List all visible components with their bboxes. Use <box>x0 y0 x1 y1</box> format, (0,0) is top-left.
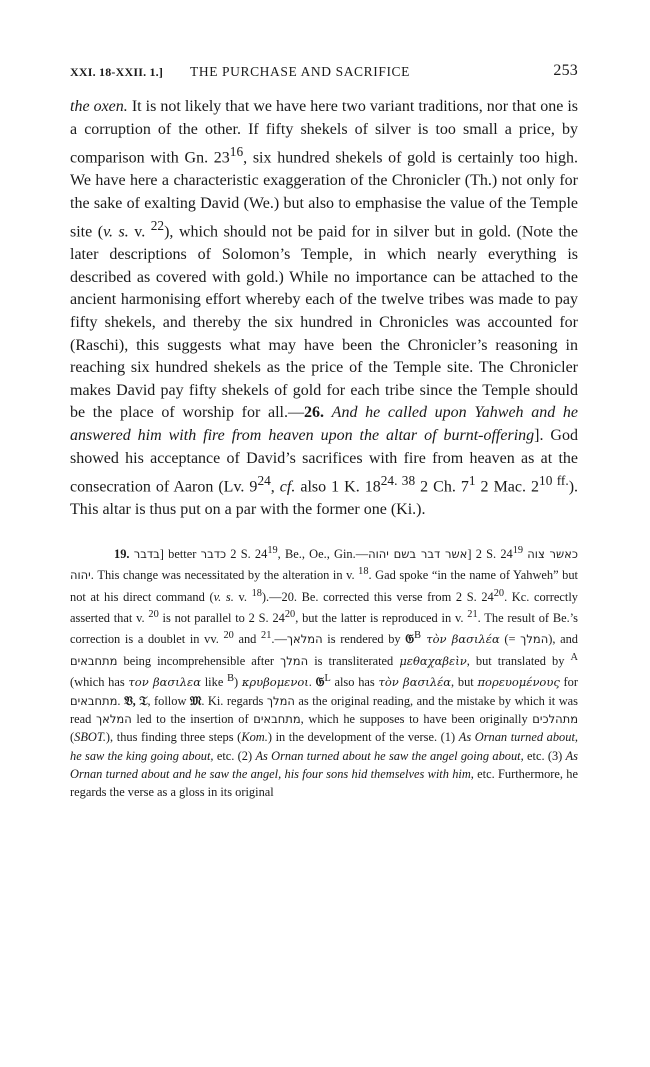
commentary-paragraph <box>70 96 578 522</box>
text-span: 2 Ch. 7 <box>415 478 469 496</box>
text-span: , but <box>451 675 478 690</box>
superscript: L <box>324 673 331 685</box>
text-span: . Gad spoke “in the name of Yahweh” but not at his direct command ( <box>70 568 578 604</box>
text-span: . Ki. regards <box>201 693 267 708</box>
hebrew-text: בדבר <box>133 546 160 561</box>
text-span: ] better <box>159 546 201 561</box>
greek-text: κρυβομενοι <box>241 675 309 690</box>
text-span: ( <box>70 730 75 745</box>
hebrew-text: אשר דבר בשם יהוה <box>368 546 468 561</box>
text-span: and <box>233 632 262 647</box>
text-span: ), and <box>548 632 579 647</box>
superscript: 20 <box>148 608 159 620</box>
text-span: ).—20. Be. corrected this verse from 2 S. 24 <box>261 589 494 604</box>
superscript: 21 <box>261 630 272 642</box>
hebrew-text: מתחבאים <box>70 653 118 668</box>
text-span: , but the latter is reproduced in v. <box>295 611 468 626</box>
verse-number: 26. <box>303 404 324 422</box>
text-span: , six hundred shekels of gold is certainly too high. We have here a characteristic exaggeration of the Chronicler (Th.) not only for the sake of exalting David (We.) but also to emphasise the value of the Temple site ( <box>70 149 578 241</box>
italic-quote: As Ornan turned about he saw the angel going about, <box>255 748 524 763</box>
superscript: 24. 38 <box>380 473 416 489</box>
hebrew-text: המלך <box>520 632 549 647</box>
italic-abbrev: v. s. <box>213 589 234 604</box>
text-span: It is not likely that we have here two variant traditions, nor that one is a corruption of the other. If fifty shekels of silver is too small a price, by comparison with Gn. 23 <box>70 98 579 167</box>
text-span: etc. (3) <box>523 748 566 763</box>
italic-abbrev: SBOT. <box>74 730 106 745</box>
hebrew-text: המלך <box>280 653 309 668</box>
superscript: B <box>414 630 421 642</box>
text-span: ), which should not be paid for in silver but in gold. (Note the later descriptions of Solomon’s Temple, in which nearly everything is described as covered with gold.) While no importance can be attached to the ancient harmonising effort whereby each of the twelve tribes was made to pay fifty shekels, and thereby the six hundred in Chronicles was accounted for (Raschi), this suggests what may have been the Chronicler’s reasoning in reaching six hundred shekels as the price of the Temple site. The Chronicler makes David pay fifty shekels of gold for each tribe since the Temple should be the place of worship for all.— <box>70 223 579 422</box>
text-span: , follow <box>147 693 190 708</box>
text-span: 2 Mac. 2 <box>475 478 540 496</box>
superscript: 24 <box>257 473 271 489</box>
text-span: (which has <box>70 675 129 690</box>
hebrew-text: המלאך <box>286 632 323 647</box>
text-span: is rendered by <box>322 632 406 647</box>
main-text <box>70 96 578 522</box>
italic-abbrev: cf. <box>279 478 296 496</box>
hebrew-text: המלך <box>266 693 295 708</box>
text-span: . Kc. correctly asserted that v. <box>70 589 578 626</box>
superscript: 1 <box>468 473 476 489</box>
chapter-reference: XXI. 18-XXII. 1.] <box>70 65 164 79</box>
verse-number: 19. <box>114 546 134 561</box>
text-span <box>324 404 332 421</box>
text-span: . <box>308 675 316 690</box>
text-span: being incomprehensible after <box>117 653 281 668</box>
superscript: 18 <box>251 587 262 599</box>
page-number: 253 <box>553 62 578 79</box>
text-span: also 1 K. 18 <box>295 478 381 496</box>
greek-text: μεθαχαβεὶν <box>399 653 467 668</box>
italic-abbrev: v. s. <box>103 223 129 241</box>
critical-notes <box>70 542 578 802</box>
text-span: like <box>201 675 228 690</box>
greek-text: τὸν βασιλέα <box>420 632 500 647</box>
text-span: (= <box>499 632 521 647</box>
superscript: 20 <box>284 608 296 620</box>
superscript: B <box>227 673 234 685</box>
text-span: v. <box>233 589 252 604</box>
note-paragraph <box>70 542 578 802</box>
superscript: 16 <box>229 144 244 160</box>
text-span: . The result of Be.’s correction is a doublet in vv. <box>70 611 578 647</box>
text-span: ), thus finding three steps ( <box>105 730 242 745</box>
greek-text: τὸν βασιλέα <box>378 675 452 690</box>
superscript: 20 <box>493 587 505 599</box>
text-span: is transliterated <box>308 653 400 668</box>
running-head <box>70 62 578 84</box>
hebrew-text: כאשר צוה יהוה <box>70 546 578 583</box>
superscript: 21 <box>467 608 478 620</box>
text-span: .— <box>271 632 287 647</box>
superscript: 19 <box>267 544 278 556</box>
text-span: as the original reading, and the mistake by which it was read <box>70 693 578 726</box>
text-span: 2 S. 24 <box>226 546 268 561</box>
page <box>70 62 578 801</box>
greek-text: τον βασιλεα <box>128 675 201 690</box>
superscript: 10 ff. <box>539 473 569 489</box>
italic-abbrev: Kom. <box>241 730 268 745</box>
superscript: 20 <box>223 630 234 642</box>
version-siglum: 𝔙, 𝔗 <box>124 693 148 708</box>
text-span: ). This altar is thus put on a par with the former one (Ki.). <box>70 478 579 519</box>
hebrew-text: המלאך <box>95 711 132 726</box>
text-span: ) in the development of the verse. (1) <box>267 730 459 745</box>
version-siglum: 𝔐 <box>189 693 202 708</box>
superscript: A <box>570 651 578 663</box>
text-span: ] 2 S. 24 <box>467 546 513 561</box>
text-span: etc. (2) <box>213 748 256 763</box>
italic-quote: As Ornan turned about and he saw the angel, his four sons hid themselves with him, <box>70 748 579 781</box>
superscript: 18 <box>358 566 369 578</box>
lemma: the oxen. <box>70 98 128 115</box>
text-span: also has <box>330 675 379 690</box>
text-span: , but translated by <box>466 653 571 668</box>
text-span: ]. God showed his acceptance of David’s sacrifices with fire from heaven as at the consecration of Aaron (Lv. 9 <box>70 426 578 496</box>
superscript: 19 <box>512 544 524 556</box>
hebrew-text: מתהלכים <box>532 711 578 726</box>
hebrew-text: מתחבאים <box>253 711 301 726</box>
text-span: v. <box>128 223 151 241</box>
text-span: etc. Furthermore, he regards the verse as a gloss in its original <box>70 766 579 800</box>
running-title: THE PURCHASE AND SACRIFICE <box>190 64 411 79</box>
text-span: , which he supposes to have been originally <box>300 711 533 726</box>
text-span: led to the insertion of <box>131 711 254 726</box>
superscript: 22 <box>150 218 165 234</box>
hebrew-text: מתחבאים <box>70 693 118 708</box>
text-span: , Be., Oe., Gin.— <box>277 546 369 561</box>
lemma: And he called upon Yahweh and he answered him with fire from heaven upon the altar of burnt-offering <box>70 404 578 444</box>
hebrew-text: כדבר <box>200 546 227 561</box>
text-span: . <box>117 693 125 708</box>
version-siglum: 𝔊 <box>315 675 325 690</box>
text-span: , <box>270 478 280 496</box>
text-span: is not parallel to 2 S. 24 <box>158 611 285 626</box>
italic-quote: As Ornan turned about, he saw the king going about, <box>70 730 578 763</box>
text-span: for <box>559 675 578 690</box>
text-span: ) <box>233 675 242 690</box>
version-siglum: 𝔊 <box>405 632 415 647</box>
text-span: . This change was necessitated by the alteration in v. <box>90 568 359 583</box>
greek-text: πορευομένους <box>477 675 560 690</box>
